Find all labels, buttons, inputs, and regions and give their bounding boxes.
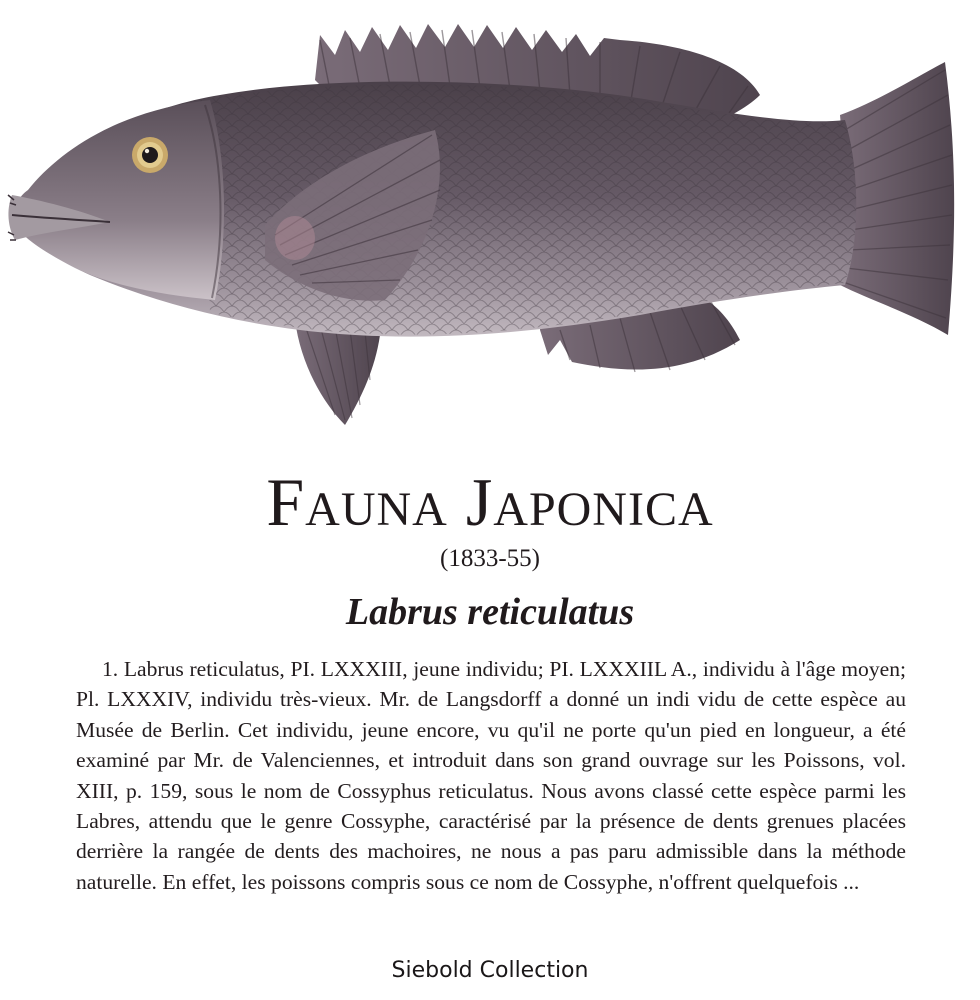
species-name: Labrus reticulatus bbox=[345, 591, 635, 633]
fish-eye bbox=[132, 137, 168, 173]
fish-illustration bbox=[0, 0, 980, 440]
caudal-fin bbox=[840, 62, 954, 335]
species-description: 1. Labrus reticulatus, PI. LXXXIII, jeune individu; PI. LXXXIIL A., individu à l'âge moyen; Pl. LXXXIV, individu très-vieux. Mr. de Langsdorff a donné un indi vidu de cette espèce au Musée de Berlin. Cet individu, jeune encore, vu qu'il ne porte qu'un pied en longueur, a été examiné par Mr. de Valenciennes, et introduit dans son grand ouvrage sur les Poissons, vol. XIII, p. 159, sous le nom de Cossyphus reticulatus. Nous avons classé cette espèce parmi les Labres, attendu que le genre Cossyphe, caractérisé par la présence de dents grenues placées derrière la rangée de dents des machoires, ne nous a pas paru admissible dans la méthode naturelle. En effet, les poissons compris sous ce nom de Cossyphe, n'offrent quelquefois ... bbox=[76, 657, 906, 894]
collection-credit: Siebold Collection bbox=[391, 958, 589, 983]
fish-head bbox=[8, 100, 224, 300]
page-title: Fauna Japonica bbox=[266, 464, 714, 540]
publication-years: (1833-55) bbox=[440, 545, 540, 572]
